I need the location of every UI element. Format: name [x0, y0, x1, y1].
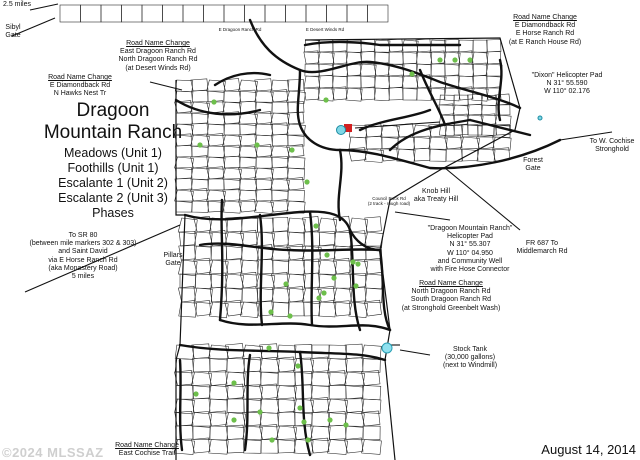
- sr80-line-1: To SR 80: [68, 232, 98, 239]
- parcel: [210, 359, 227, 373]
- parcel: [318, 52, 334, 65]
- tree-marker: [324, 252, 329, 257]
- dmr-line-5: and Community Well: [437, 257, 503, 265]
- road-change-mid: [396, 280, 506, 313]
- tree-marker: [254, 142, 259, 147]
- tree-marker: [343, 422, 348, 427]
- parcel: [175, 80, 193, 92]
- phase-5: Phases: [92, 206, 134, 220]
- parcel: [278, 372, 295, 386]
- tree-marker: [452, 57, 457, 62]
- stock-tank-line-2: (30,000 gallons): [444, 354, 496, 362]
- tree-marker: [287, 313, 292, 318]
- parcel: [288, 190, 305, 201]
- phases-list: [38, 146, 188, 221]
- road-change-mid-heading: Road Name Change: [419, 280, 483, 287]
- parcel: [142, 5, 163, 22]
- tree-marker: [231, 417, 236, 422]
- knob-hill-label: [406, 188, 466, 204]
- sr80-label: [18, 232, 148, 281]
- council-rock-line-1: Council Rock Rd: [372, 196, 406, 201]
- parcel: [122, 5, 143, 22]
- parcel: [226, 359, 244, 373]
- council-rock-label: [366, 196, 412, 206]
- parcel: [311, 372, 330, 387]
- parcel: [239, 134, 256, 146]
- council-rock-line-2: (2 track - rough road): [367, 201, 411, 206]
- sibyl-gate-line-1: Sibyl: [5, 24, 21, 31]
- tree-marker: [297, 405, 302, 410]
- parcel: [195, 274, 212, 289]
- dixon-helipad-label: [522, 72, 612, 97]
- parcel: [226, 439, 244, 453]
- parcel: [287, 112, 304, 124]
- tree-marker: [437, 57, 442, 62]
- parcel: [487, 40, 501, 52]
- tree-marker: [353, 283, 358, 288]
- tree-marker: [295, 363, 300, 368]
- parcel: [240, 302, 259, 318]
- dmr-helipad-marker: [337, 126, 346, 135]
- tree-marker: [257, 409, 262, 414]
- parcel: [209, 345, 229, 360]
- road-change-top-line-1: East Dragoon Ranch Rd: [120, 48, 196, 56]
- parcel: [374, 40, 390, 53]
- phase-3: Escalante 1 (Unit 2): [58, 176, 168, 190]
- dmr-line-4: W 110° 04.950: [447, 249, 493, 257]
- parcel: [445, 64, 459, 76]
- parcel: [306, 5, 327, 22]
- tree-marker: [409, 71, 414, 76]
- parcel: [224, 91, 241, 102]
- watermark: ©2024 MLSSAZ: [2, 445, 104, 460]
- fr687-line-1: FR 687 To: [525, 240, 559, 247]
- parcel: [204, 5, 225, 22]
- parcel: [305, 64, 319, 76]
- parcel: [312, 413, 330, 427]
- tree-marker: [283, 281, 288, 286]
- parcel: [272, 302, 289, 317]
- road-change-right-line-2: E Horse Ranch Rd: [515, 30, 575, 38]
- parcel: [255, 124, 273, 136]
- road-change-right: [500, 14, 590, 47]
- tree-marker: [313, 223, 318, 228]
- parcel: [272, 135, 288, 146]
- cochise-line-2: Stronghold: [595, 146, 629, 154]
- road-change-right-heading: Road Name Change: [513, 14, 577, 21]
- sr80-line-2: (between mile markers 302 & 303): [29, 240, 137, 248]
- road-change-left: [40, 74, 120, 99]
- phase-1: Meadows (Unit 1): [64, 146, 162, 160]
- parcel: [319, 302, 336, 317]
- parcel: [389, 88, 403, 100]
- parcel: [444, 52, 460, 65]
- road-change-left-line-1: E Diamondback Rd: [49, 82, 111, 90]
- parcel: [178, 286, 195, 302]
- tree-marker: [316, 295, 321, 300]
- parcel: [209, 440, 228, 455]
- parcel: [176, 386, 193, 400]
- parcel: [175, 425, 193, 439]
- parcel: [344, 372, 364, 387]
- parcel: [366, 137, 382, 149]
- parcel: [327, 5, 348, 22]
- parcel: [272, 217, 288, 232]
- parcel: [271, 179, 290, 191]
- parcel: [477, 149, 495, 162]
- tree-marker: [269, 437, 274, 442]
- sibyl-gate-line-2: Gate: [5, 32, 21, 40]
- parcel: [81, 5, 102, 22]
- dmr-line-3: N 31° 55.307: [449, 241, 491, 249]
- parcel: [272, 190, 288, 201]
- parcel: [101, 5, 122, 22]
- stock-tank-marker: [382, 343, 392, 353]
- tree-marker: [305, 437, 310, 442]
- road-change-mid-line-1: North Dragoon Ranch Rd: [411, 288, 491, 296]
- parcel: [191, 168, 209, 180]
- road-change-top-line-3: (at Desert Winds Rd): [125, 64, 191, 72]
- tree-marker: [323, 97, 328, 102]
- road-change-mid-line-2: South Dragoon Ranch Rd: [410, 296, 492, 304]
- east-dragoon-road-label: E Dragoon Ranch Rd: [218, 27, 262, 32]
- parcel: [347, 76, 361, 88]
- parcel: [287, 218, 305, 233]
- parcel: [364, 258, 381, 274]
- desert-winds-road-label: E Desert Winds Rd: [305, 27, 345, 32]
- parcel: [389, 52, 403, 64]
- parcel: [208, 146, 225, 157]
- road-change-right-line-1: E Diamondback Rd: [514, 22, 576, 30]
- parcel: [332, 51, 347, 64]
- parcel: [360, 39, 375, 52]
- parcel: [227, 399, 244, 413]
- parcel: [273, 260, 289, 274]
- road-change-bottom: [112, 442, 182, 458]
- parcel: [430, 149, 447, 161]
- parcel: [459, 40, 474, 52]
- parcel: [402, 76, 418, 89]
- parcel: [332, 87, 347, 100]
- parcel: [381, 125, 400, 138]
- map-date: August 14, 2014: [541, 442, 636, 457]
- parcel: [260, 399, 279, 413]
- parcel: [467, 104, 482, 115]
- dmr-line-2: Helicopter Pad: [447, 233, 493, 241]
- parcel: [416, 52, 432, 65]
- fr687-line-2: Middlemarch Rd: [516, 248, 568, 256]
- tree-marker: [304, 179, 309, 184]
- parcel: [272, 102, 288, 113]
- sr80-line-5: (aka Monastery Road): [48, 264, 118, 272]
- parcel: [286, 5, 307, 22]
- sr80-line-6: 5 miles: [71, 273, 95, 281]
- map-title: [38, 100, 188, 144]
- parcel: [403, 52, 417, 64]
- tree-marker: [467, 57, 472, 62]
- tree-marker: [231, 380, 236, 385]
- parcel: [363, 426, 380, 440]
- parcel: [257, 259, 273, 274]
- parcel: [468, 95, 482, 105]
- fr687-label: [512, 240, 572, 256]
- parcel: [223, 189, 240, 201]
- tree-marker: [211, 99, 216, 104]
- parcel: [454, 125, 468, 135]
- parcel: [265, 5, 286, 22]
- parcel: [374, 88, 389, 101]
- knob-hill-line-2: aka Treaty Hill: [413, 196, 459, 204]
- parcel: [368, 5, 389, 22]
- parcel: [288, 135, 304, 146]
- parcel: [239, 179, 257, 191]
- dmr-line-1: "Dragoon Mountain Ranch": [427, 225, 513, 232]
- parcel: [191, 123, 208, 135]
- parcel: [192, 146, 208, 157]
- parcel: [191, 79, 208, 91]
- parcel: [255, 91, 273, 103]
- stock-tank-line-1: Stock Tank: [452, 346, 488, 353]
- title-line-2: Mountain Ranch: [43, 122, 183, 143]
- parcel: [208, 179, 224, 190]
- parcel: [210, 426, 228, 440]
- road-change-bottom-line-1: East Cochise Trail: [118, 450, 176, 458]
- parcel: [487, 76, 501, 88]
- parcel: [192, 201, 209, 212]
- parcel: [288, 260, 305, 275]
- parcel: [334, 232, 351, 247]
- road-change-top-heading: Road Name Change: [126, 40, 190, 47]
- parcel: [347, 5, 368, 22]
- parcel: [223, 201, 241, 213]
- road-change-mid-line-3: (at Stronghold Greenbelt Wash): [401, 304, 501, 312]
- parcel: [260, 359, 280, 374]
- tree-marker: [193, 391, 198, 396]
- parcel: [318, 75, 333, 88]
- sr80-line-3: and Saint David: [58, 248, 108, 256]
- tree-marker: [321, 290, 326, 295]
- title-line-1: Dragoon: [76, 100, 150, 121]
- parcel: [255, 79, 272, 91]
- parcel: [192, 413, 212, 428]
- tree-marker: [355, 261, 360, 266]
- parcel: [242, 288, 258, 302]
- parcel: [362, 440, 382, 455]
- parcel: [486, 64, 502, 77]
- parcel: [345, 344, 363, 358]
- dixon-line-3: W 110° 02.176: [544, 88, 590, 96]
- road-change-bottom-heading: Road Name Change: [115, 442, 179, 449]
- tree-marker: [289, 147, 294, 152]
- road-change-right-line-3: (at E Ranch House Rd): [508, 38, 582, 46]
- road-change-top-line-2: North Dragoon Ranch Rd: [118, 56, 198, 64]
- pillars-gate-line-1: Pillars: [163, 252, 183, 259]
- parcel: [362, 386, 381, 400]
- parcel: [360, 64, 376, 77]
- parcel: [335, 274, 351, 288]
- phase-4: Escalante 2 (Unit 3): [58, 191, 168, 205]
- parcel: [403, 88, 417, 100]
- parcel: [224, 5, 245, 22]
- parcel: [255, 201, 274, 213]
- parcel: [261, 440, 278, 454]
- parcel: [256, 190, 272, 201]
- parcel: [413, 148, 430, 161]
- parcel: [346, 88, 362, 101]
- parcel: [223, 156, 240, 168]
- distance-label: 2.5 miles: [2, 1, 31, 8]
- parcel: [183, 5, 204, 22]
- parcel: [382, 137, 398, 149]
- dixon-line-1: "Dixon" Helicopter Pad: [531, 72, 603, 79]
- tree-marker: [301, 419, 306, 424]
- tree-marker: [350, 259, 355, 264]
- parcel: [361, 76, 375, 88]
- parcel: [473, 40, 487, 52]
- dmr-helipad-label: [420, 225, 520, 274]
- parcel: [192, 398, 210, 413]
- parcel: [256, 157, 272, 168]
- parcel: [288, 80, 304, 91]
- parcel: [224, 124, 240, 135]
- tree-marker: [268, 309, 273, 314]
- forest-gate-line-1: Forest: [523, 157, 543, 164]
- parcel: [192, 358, 210, 372]
- sr80-line-4: via E Horse Ranch Rd: [48, 256, 118, 264]
- parcel: [239, 146, 257, 158]
- knob-hill-line-1: Knob Hill: [421, 188, 450, 195]
- parcel: [192, 91, 208, 102]
- road-change-left-heading: Road Name Change: [48, 74, 112, 81]
- dixon-line-2: N 31° 55.590: [546, 80, 588, 88]
- parcel: [473, 76, 487, 88]
- parcel: [402, 40, 418, 53]
- parcel: [374, 76, 389, 89]
- parcel: [486, 51, 501, 64]
- phase-2: Foothills (Unit 1): [67, 161, 159, 175]
- parcel: [211, 246, 227, 260]
- parcel: [209, 386, 228, 401]
- stock-tank-line-3: (next to Windmill): [442, 362, 498, 370]
- forest-gate-line-2: Gate: [525, 165, 541, 173]
- tree-marker: [197, 142, 202, 147]
- parcel: [458, 64, 473, 77]
- parcel: [444, 88, 460, 101]
- parcel: [193, 426, 210, 440]
- parcel: [60, 5, 81, 22]
- cochise-label: [584, 138, 640, 154]
- sibyl-gate-label: [3, 24, 23, 40]
- parcel: [345, 398, 363, 413]
- road-change-left-line-2: N Hawks Nest Tr: [53, 90, 107, 98]
- road-change-top: [108, 40, 208, 73]
- parcel: [329, 345, 347, 359]
- parcel: [429, 137, 447, 150]
- pillars-gate-label: [160, 252, 186, 268]
- parcel: [328, 425, 346, 439]
- tree-marker: [266, 345, 271, 350]
- stock-tank-label: [432, 346, 508, 371]
- top-parcel-strip: [60, 5, 388, 22]
- parcel: [272, 288, 290, 303]
- parcel: [468, 125, 482, 135]
- cochise-line-1: To W. Cochise: [589, 138, 635, 145]
- tree-marker: [327, 417, 332, 422]
- parcel: [345, 358, 363, 372]
- parcel: [431, 64, 445, 76]
- parcel: [327, 440, 347, 455]
- parcel: [163, 5, 184, 22]
- parcel: [346, 385, 363, 399]
- parcel: [271, 167, 288, 179]
- parcel: [287, 157, 305, 169]
- parcel: [365, 274, 383, 289]
- parcel: [329, 385, 346, 399]
- forest-gate-label: [518, 157, 548, 173]
- parcel: [245, 5, 266, 22]
- parcel: [277, 412, 295, 426]
- dixon-helipad-marker: [538, 116, 542, 120]
- tree-marker: [331, 275, 336, 280]
- dmr-line-6: with Fire Hose Connector: [430, 266, 510, 274]
- parcel: [243, 371, 261, 385]
- pillars-gate-line-2: Gate: [165, 260, 181, 268]
- parcel: [242, 386, 262, 401]
